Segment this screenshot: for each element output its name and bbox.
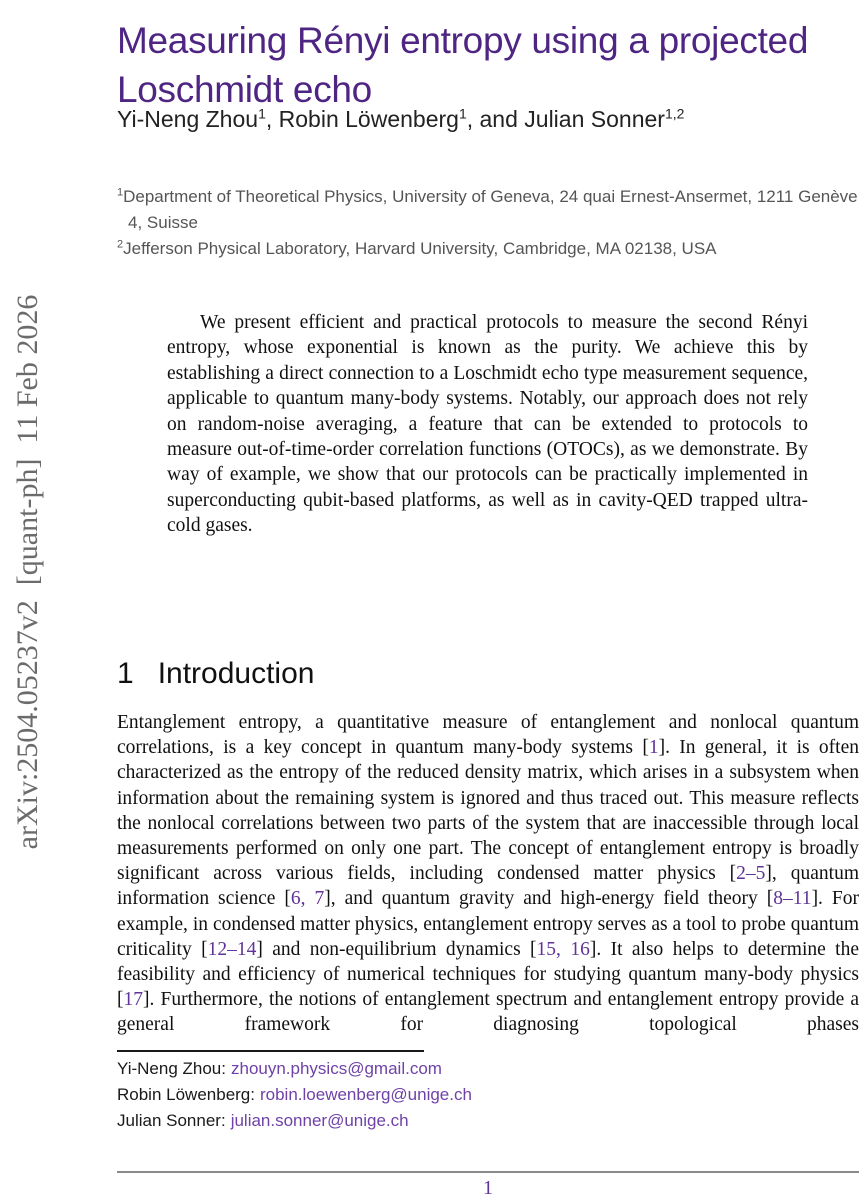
footnote-author-name: Robin Löwenberg: [117,1085,255,1104]
author-name: Yi-Neng Zhou [117,106,259,132]
affiliation-entry [117,236,859,262]
paragraph-text: ]. In general, it is often characterized as the entropy of the reduced density matrix, which arises in a subsystem when information about the remaining system is ignored and thus traced out. This measure reflects the nonlocal correlations between two parts of the system that are inaccessible through local measurements performed on only one part. The concept of entanglement entropy is broadly significant across various fields, including condensed matter physics [ [117,737,859,885]
affiliation-list [117,184,859,262]
author-separator: , and [466,106,525,132]
citation-link[interactable]: 2–5 [736,863,766,885]
footnote-email-link[interactable]: julian.sonner@unige.ch [230,1111,409,1130]
author-line [117,106,859,133]
footnote-author-name: Yi-Neng Zhou: [117,1059,226,1078]
section-number: 1 [117,657,134,690]
footnote-line [117,1082,859,1108]
section-title: Introduction [157,657,315,690]
section-heading [117,657,314,691]
affiliation-marker: 2 [117,238,124,251]
affiliation-marker: 1 [117,186,124,199]
affiliation-entry [117,184,859,236]
paragraph-text: ], and quantum gravity and high-energy field theory [ [324,888,774,910]
author-affiliation-marker: 1,2 [664,105,685,122]
citation-link[interactable]: 15, 16 [536,938,590,960]
page-number: 1 [483,1177,493,1199]
footnote-block [117,1056,859,1134]
citation-link[interactable]: 6, 7 [290,888,325,910]
introduction-paragraph [117,710,859,1038]
footnote-line [117,1056,859,1082]
author-affiliation-marker: 1 [458,105,467,122]
affiliation-text: Jefferson Physical Laboratory, Harvard University, Cambridge, MA 02138, USA [123,239,717,258]
citation-link[interactable]: 8–11 [773,888,812,910]
footer-rule [117,1171,859,1173]
paragraph-text: Entanglement entropy, a quantitative measure of entanglement and nonlocal quantum correlations, is a key concept in quantum many-body systems [ [117,712,859,759]
paragraph-text: ]. Furthermore, the notions of entanglement spectrum and entanglement entropy provide a general framework for diagnosing topological phases [117,989,859,1036]
footnote-email-link[interactable]: zhouyn.physics@gmail.com [230,1059,442,1078]
arxiv-watermark: arXiv:2504.05237v2 [quant-ph] 11 Feb 2026 [11,294,44,850]
footnote-line [117,1108,859,1134]
footnote-author-name: Julian Sonner: [117,1111,226,1130]
footnote-separator-rule [117,1050,424,1052]
author-affiliation-marker: 1 [258,105,266,122]
paragraph-text: ]. It also helps to determine the feasibility and efficiency of numerical techniques for studying quantum many-body physics [ [117,938,859,1011]
citation-link[interactable]: 12–14 [207,938,257,960]
author-name: Robin Löwenberg [278,106,459,132]
author-separator: , [265,106,279,132]
abstract-paragraph: We present efficient and practical protocols to measure the second Rényi entropy, whose exponential is known as the purity. We achieve this by establishing a direct connection to a Loschmidt echo type measurement sequence, applicable to quantum many-body systems. Notably, our approach does not rely on random-noise averaging, a feature that can be extended to protocols to measure out-of-time-order correlation functions (OTOCs), as we demonstrate. By way of example, we show that our protocols can be practically implemented in superconducting qubit-based platforms, as well as in cavity-QED trapped ultra-cold gases. [167,312,808,537]
paragraph-text: ] and non-equilibrium dynamics [ [256,938,537,960]
paper-title: Measuring Rényi entropy using a projected Loschmidt echo [117,19,809,110]
affiliation-text: Department of Theoretical Physics, University of Geneva, 24 quai Ernest-Ansermet, 1211 Genève 4, Suisse [123,187,858,232]
paragraph-text: ], quantum information science [ [117,863,859,910]
author-name: Julian Sonner [524,106,665,132]
paragraph-text: ]. For example, in condensed matter physics, entanglement entropy serves as a tool to probe quantum criticality [ [117,888,859,960]
citation-link[interactable]: 17 [123,989,143,1011]
footnote-email-link[interactable]: robin.loewenberg@unige.ch [259,1085,472,1104]
citation-link[interactable]: 1 [648,737,659,759]
